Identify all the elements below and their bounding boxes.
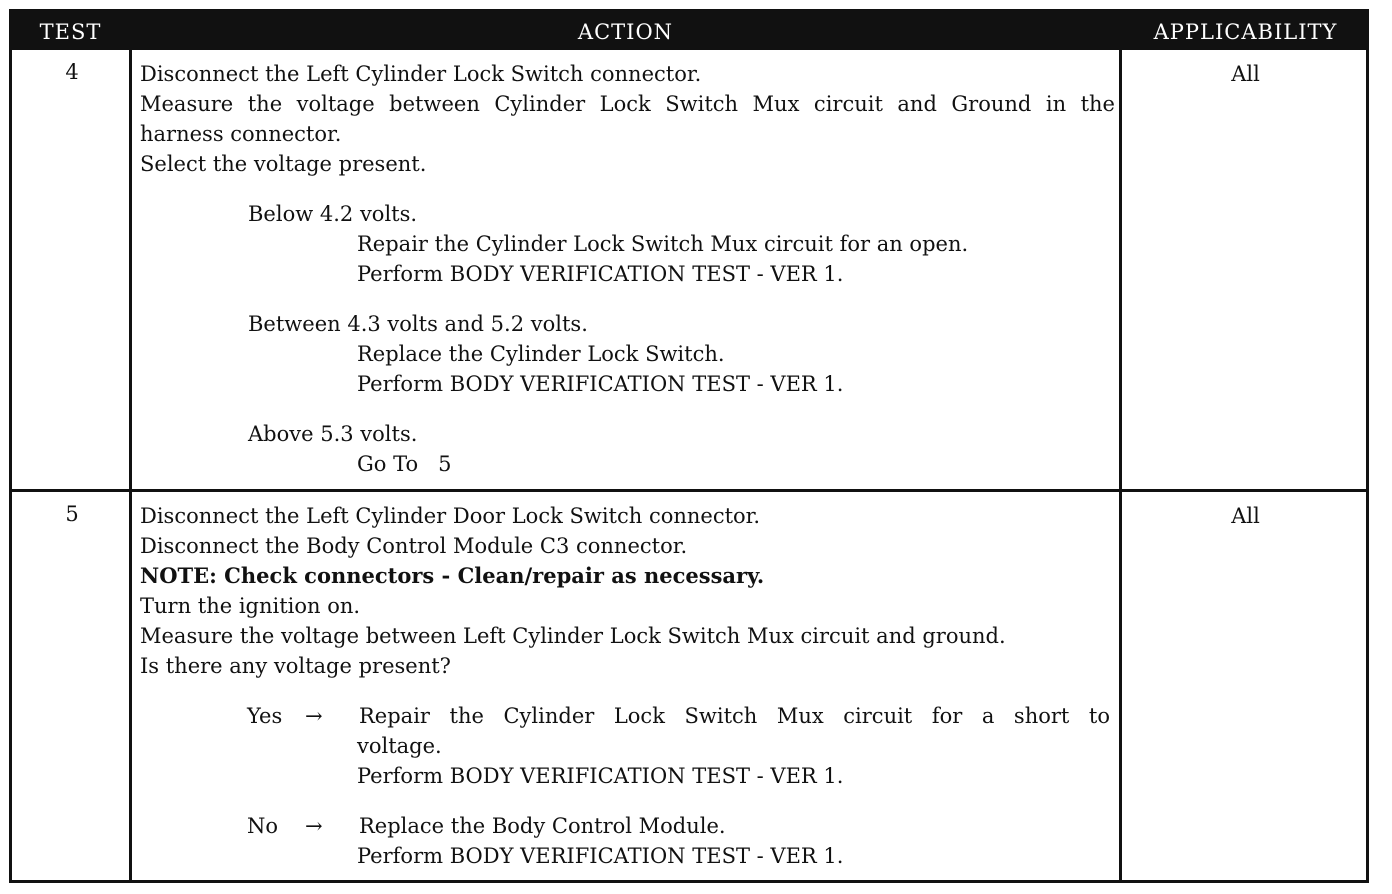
- answer-result: Perform BODY VERIFICATION TEST - VER 1.: [357, 844, 844, 868]
- answer-yes: [140, 701, 1115, 731]
- table-row-test-4: [12, 50, 1366, 489]
- table-header: [12, 12, 1366, 50]
- header-applicability: APPLICABILITY: [1153, 20, 1338, 44]
- action-cell: [140, 501, 1115, 871]
- condition-result: Perform BODY VERIFICATION TEST - VER 1.: [357, 372, 844, 396]
- table-row-test-5: [12, 492, 1366, 880]
- header-test: TEST: [39, 20, 102, 44]
- test-number: 4: [65, 60, 79, 84]
- action-step: Measure the voltage between Left Cylinder Lock Switch Mux circuit and ground.: [140, 624, 1006, 648]
- arrow-right-icon: →: [305, 814, 323, 838]
- action-step: harness connector.: [140, 122, 342, 146]
- answer-label: Yes: [247, 704, 283, 728]
- condition-result: Perform BODY VERIFICATION TEST - VER 1.: [357, 262, 844, 286]
- voltage-condition: Below 4.2 volts.: [248, 202, 418, 226]
- answer-label: No: [247, 814, 279, 838]
- action-step: Select the voltage present.: [140, 152, 427, 176]
- go-to-step: Go To 5: [357, 452, 452, 476]
- test-number: 5: [65, 502, 79, 526]
- action-step: Turn the ignition on.: [140, 594, 361, 618]
- header-action: ACTION: [577, 20, 674, 44]
- voltage-condition: Between 4.3 volts and 5.2 volts.: [248, 312, 588, 336]
- action-cell: [140, 59, 1115, 479]
- condition-result: Replace the Cylinder Lock Switch.: [357, 342, 725, 366]
- action-step: Measure the voltage between Cylinder Lock Switch Mux circuit and Ground in the: [140, 92, 1115, 116]
- answer-result: voltage.: [357, 734, 442, 758]
- note-text: NOTE: Check connectors - Clean/repair as necessary.: [140, 563, 765, 588]
- condition-result: Repair the Cylinder Lock Switch Mux circuit for an open.: [357, 232, 969, 256]
- action-step: Disconnect the Left Cylinder Lock Switch connector.: [140, 62, 702, 86]
- action-step: Disconnect the Left Cylinder Door Lock Switch connector.: [140, 504, 761, 528]
- answer-no: [140, 811, 1115, 841]
- applicability-value: All: [1231, 504, 1260, 528]
- arrow-right-icon: →: [305, 704, 323, 728]
- answer-result: Repair the Cylinder Lock Switch Mux circuit for a short to: [359, 704, 1110, 728]
- action-step: Disconnect the Body Control Module C3 connector.: [140, 534, 688, 558]
- answer-result: Replace the Body Control Module.: [359, 814, 726, 838]
- action-step: Is there any voltage present?: [140, 654, 451, 678]
- applicability-value: All: [1231, 62, 1260, 86]
- answer-result: Perform BODY VERIFICATION TEST - VER 1.: [357, 764, 844, 788]
- voltage-condition: Above 5.3 volts.: [248, 422, 418, 446]
- diagnostic-test-table: [9, 9, 1369, 883]
